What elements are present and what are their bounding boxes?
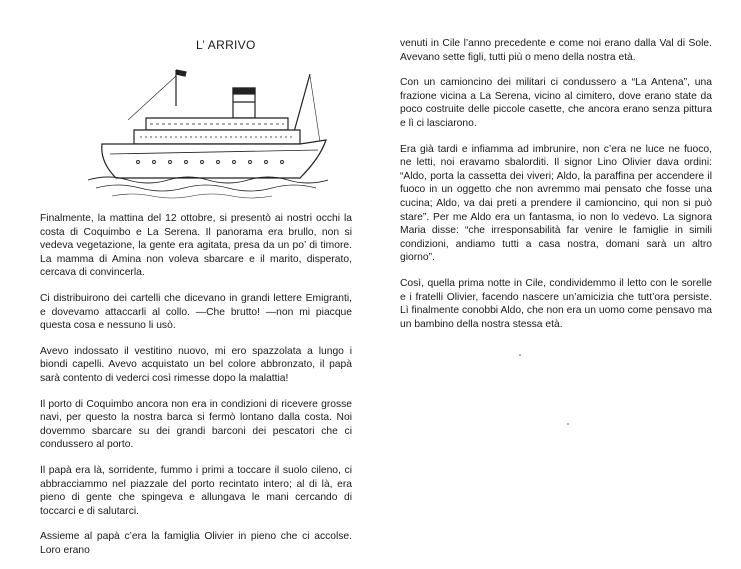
right-page (372, 0, 741, 524)
paragraph: Ci distribuirono dei cartelli che dicevano in grandi lettere Emigranti, e dovevamo attaccarli al collo. —Che brutto! —non mi piacque questa cosa e nessuno li usò. (40, 292, 352, 332)
right-text-column (400, 37, 712, 343)
paragraph: Avevo indossato il vestitino nuovo, mi ero spazzolata a lungo i biondi capelli. Avevo acquistato un bel colore abbronzato, il papà sarà contento di vederci così rimesse dopo la malattia! (40, 345, 352, 384)
steamship-icon (88, 62, 328, 210)
paragraph: venuti in Cile l’anno precedente e come noi erano dalla Val di Sole. Avevano sette figli, tutti più o meno della nostra età. (400, 38, 712, 63)
left-page (0, 0, 372, 556)
paragraph: Il papà era là, sorridente, fummo i primi a toccare il suolo cileno, ci abbracciammo nel piazzale del porto recintato intero; al di là, era pieno di gente che spingeva e allungava le mani cercando di toccarci e di salutarci. (40, 464, 352, 517)
chapter-title: L’ ARRIVO (196, 38, 256, 52)
paragraph: Assieme al papà c’era la famiglia Olivier in pieno che ci accolse. Loro erano (40, 531, 352, 556)
paragraph: Con un camioncino dei militari ci condussero a “La Antena”, una frazione vicina a La Serena, vicino al cimitero, dove erano state da poco costruite delle piccole casette, che ancora erano senza pittura e lì ci lasciarono. (400, 77, 712, 129)
paragraph: Il porto di Coquimbo ancora non era in condizioni di ricevere grosse navi, per questo la nostra barca si fermò lontano dalla costa. Noi dovemmo sbarcare su dei grandi barconi dei pescatori che ci condussero al porto. (40, 398, 352, 451)
paragraph: Finalmente, la mattina del 12 ottobre, si presentò ai nostri occhi la costa di Coquimbo e La Serena. Il panorama era brullo, non si vedeva vegetazione, la gente era agitata, presa da un po’ di timore. La mamma di Amina non voleva sbarcare e il marito, disperato, cercava di convincerla. (40, 213, 352, 279)
speck (567, 423, 569, 425)
left-text-column (40, 212, 352, 569)
paragraph: Era già tardi e infiamma ad imbrunire, non c’era ne luce ne fuoco, ne letti, noi eravamo sbalorditi. Il signor Lino Olivier dava ordini: “Aldo, porta la cassetta dei viveri; Aldo, la paraffina per accendere il fuoco in un oggetto che non avremmo mai pensato che fosse una cucina; Aldo, va dai preti a prendere il camioncino, qui non si può stare”. Per me Aldo era un fantasma, io non lo vedevo. La signora Maria disse: “che irresponsabilità far venire le famiglie in simili condizioni, andiamo tutti a casa nostra, domani sarà un altro giorno”. (400, 143, 712, 264)
paragraph: Così, quella prima notte in Cile, condividemmo il letto con le sorelle e i fratelli Olivier, facendo nascere un’amicizia che tutt’ora persiste. Lì finalmente conobbi Aldo, che non era un uomo come pensavo ma un bambino della nostra stessa età. (400, 277, 712, 330)
speck (519, 354, 521, 356)
